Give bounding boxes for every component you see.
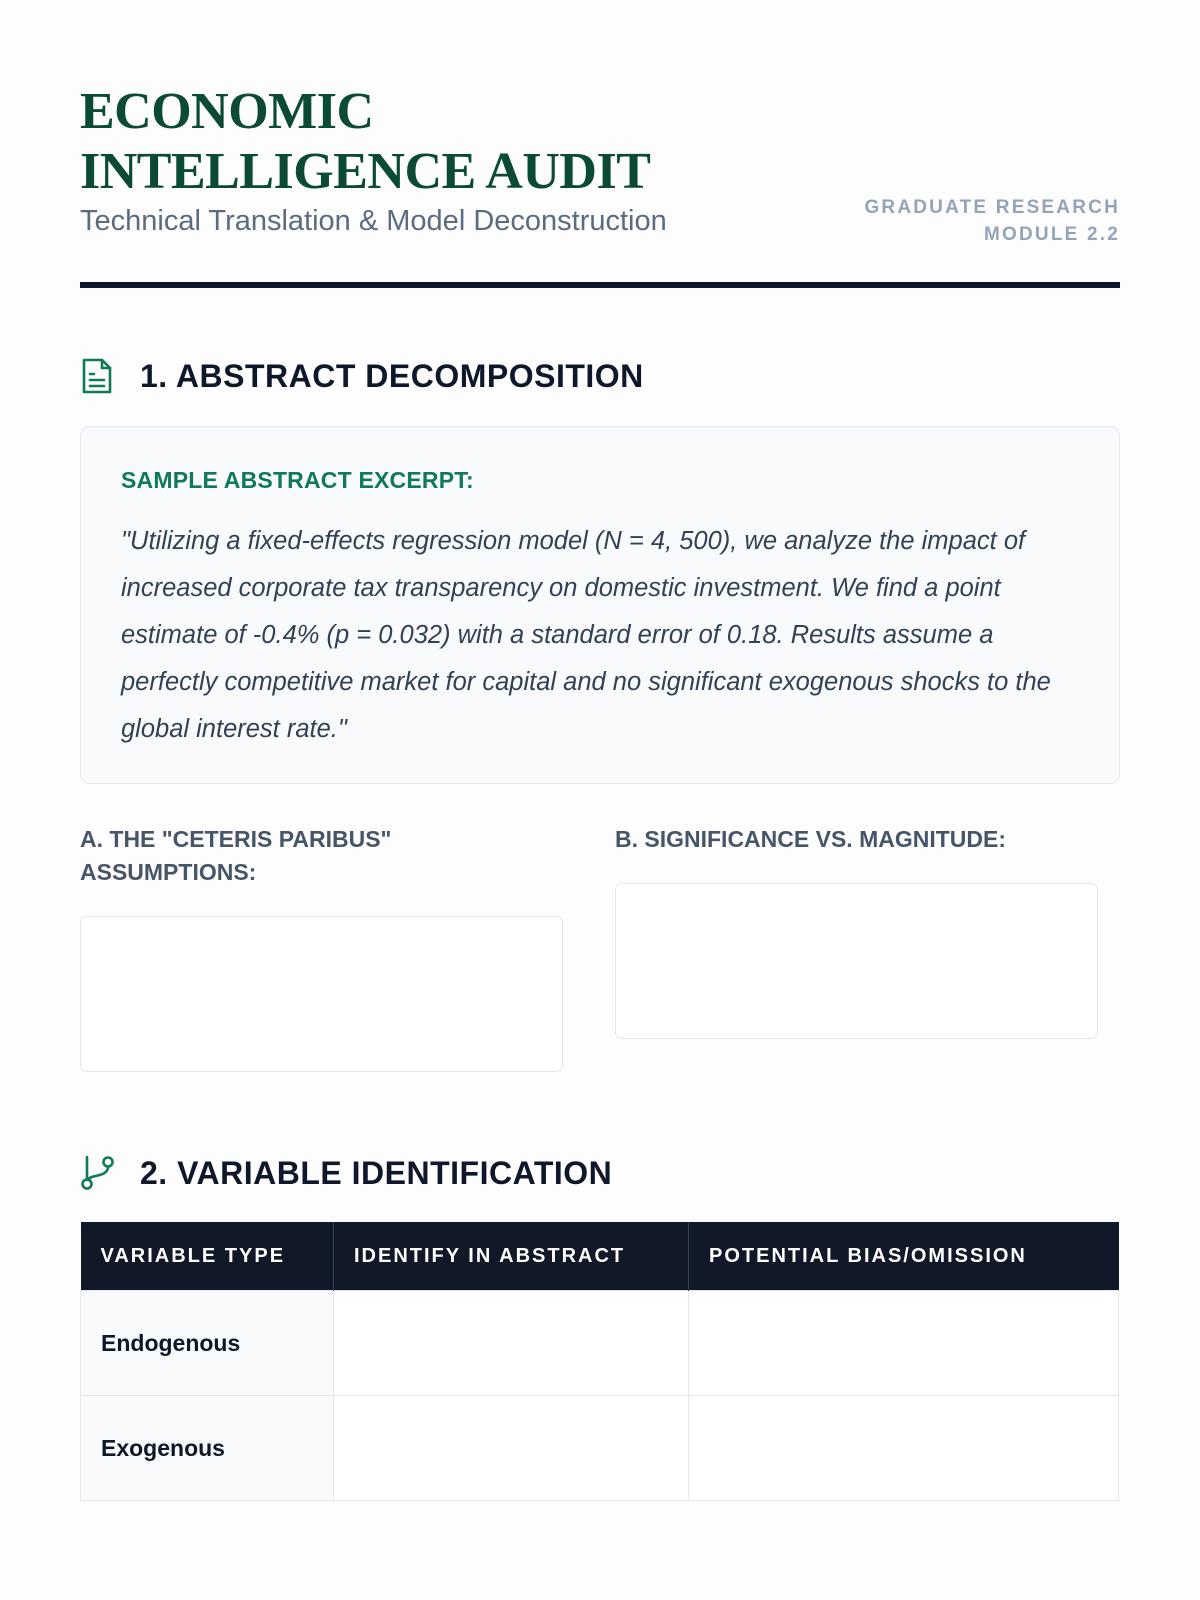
answer-a-box[interactable] bbox=[80, 916, 563, 1072]
column-header-bias: POTENTIAL BIAS/OMISSION bbox=[689, 1222, 1119, 1291]
abstract-excerpt-label: SAMPLE ABSTRACT EXCERPT: bbox=[121, 467, 474, 493]
row-endogenous-type: Endogenous bbox=[81, 1291, 334, 1396]
row-exogenous-bias-cell[interactable] bbox=[689, 1396, 1119, 1501]
table-header-row bbox=[81, 1222, 1119, 1291]
question-b-label: B. SIGNIFICANCE VS. MAGNITUDE: bbox=[615, 826, 1007, 852]
row-exogenous-type: Exogenous bbox=[81, 1396, 334, 1501]
answer-b-box[interactable] bbox=[615, 883, 1098, 1039]
section-1-heading bbox=[80, 354, 644, 398]
row-exogenous-identify-cell[interactable] bbox=[334, 1396, 689, 1501]
section-1-title: 1. ABSTRACT DECOMPOSITION bbox=[140, 357, 644, 394]
table-row bbox=[81, 1291, 1119, 1396]
abstract-excerpt-text: "Utilizing a fixed-effects regression model (N = 4, 500), we analyze the impact of increased corporate tax transparency on domestic investment. We find a point estimate of -0.4% (p = 0.032) with a standard error of 0.18. Results assume a perfectly competitive market for capital and no significant exogenous shocks to the global interest rate." bbox=[121, 527, 1051, 743]
table-row bbox=[81, 1396, 1119, 1501]
branch-icon bbox=[80, 1153, 120, 1193]
abstract-excerpt-box bbox=[80, 426, 1120, 784]
section-2-heading bbox=[80, 1151, 612, 1195]
page-subtitle: Technical Translation & Model Deconstruction bbox=[80, 205, 667, 237]
question-a-label: A. THE "CETERIS PARIBUS" ASSUMPTIONS: bbox=[80, 826, 392, 885]
page-title: ECONOMIC INTELLIGENCE AUDIT bbox=[80, 83, 651, 200]
section-2-title: 2. VARIABLE IDENTIFICATION bbox=[140, 1154, 613, 1191]
variable-table bbox=[80, 1222, 1119, 1501]
module-label bbox=[864, 194, 1120, 248]
column-header-identify: IDENTIFY IN ABSTRACT bbox=[334, 1222, 689, 1291]
row-endogenous-identify-cell[interactable] bbox=[334, 1291, 689, 1396]
row-endogenous-bias-cell[interactable] bbox=[689, 1291, 1119, 1396]
column-header-variable-type: VARIABLE TYPE bbox=[81, 1222, 334, 1291]
module-label-line2: MODULE 2.2 bbox=[983, 224, 1120, 245]
module-label-line1: GRADUATE RESEARCH bbox=[864, 197, 1120, 218]
document-icon bbox=[80, 356, 120, 396]
header-divider bbox=[80, 282, 1120, 288]
